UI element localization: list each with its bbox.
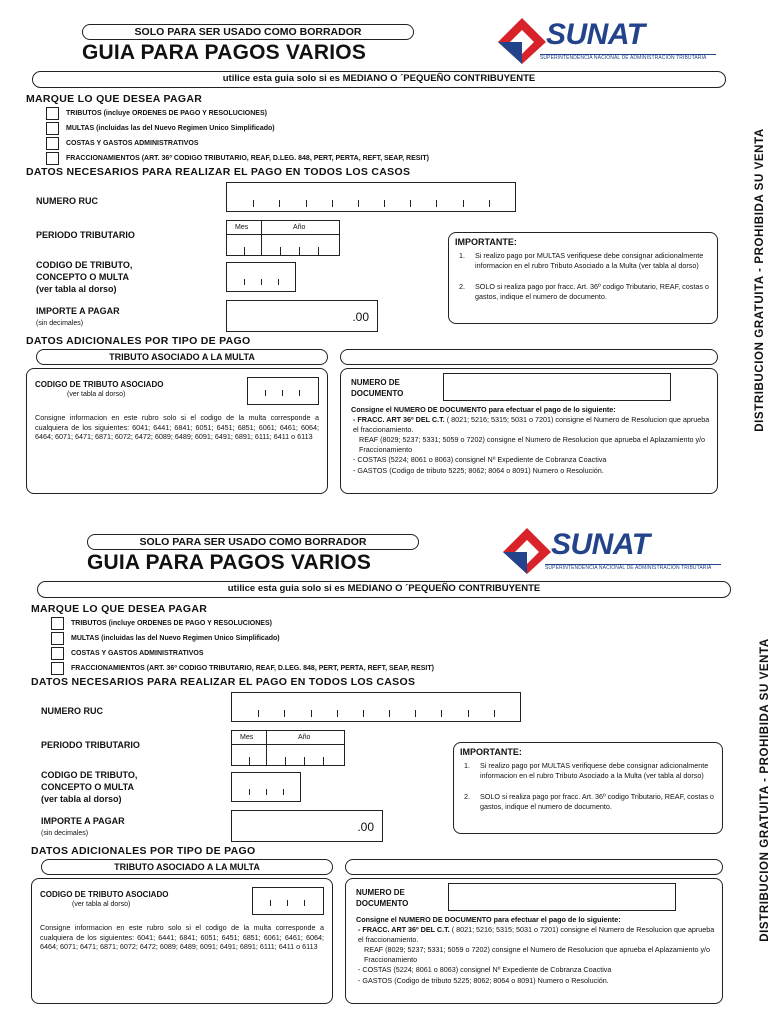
documento-header bbox=[345, 859, 723, 875]
gastos-text: - GASTOS (Codigo de tributo 5225; 8062; 8064 o 8091) Numero o Resolución. bbox=[353, 466, 604, 475]
fracc-label: - FRACC. ART 36º DEL C.T. bbox=[353, 415, 445, 424]
option-multas: MULTAS (incluidas las del Nuevo Regimen Unico Simplificado) bbox=[66, 125, 275, 132]
periodo-divider bbox=[266, 731, 267, 765]
importante-title: IMPORTANTE: bbox=[460, 747, 522, 757]
ruc-digit-tick bbox=[410, 200, 411, 207]
logo-text: SUNAT bbox=[551, 528, 650, 561]
periodo-tick bbox=[299, 247, 300, 255]
option-costas: COSTAS Y GASTOS ADMINISTRATIVOS bbox=[71, 650, 204, 657]
importante-1-text: Si realizo pago por MULTAS verifiquese debe consignar adicionalmente informacion en el rubro Tributo Asociado a la Multa (ver tabla al dorso) bbox=[475, 251, 704, 270]
logo-subtitle: SUPERINTENDENCIA NACIONAL DE ADMINISTRACIÓN TRIBUTARIA bbox=[545, 564, 721, 571]
side-notice-text: DISTRIBUCION GRATUITA - PROHIBIDA SU VENTA bbox=[759, 638, 771, 942]
ruc-digit-tick bbox=[468, 710, 469, 717]
codigo-tick bbox=[249, 789, 250, 795]
codigo-label: CODIGO DE TRIBUTO, bbox=[41, 770, 138, 780]
ver-tabla-asociado-label: (ver tabla al dorso) bbox=[72, 901, 131, 908]
tributo-asociado-header-text: TRIBUTO ASOCIADO A LA MULTA bbox=[114, 862, 260, 872]
ruc-digit-tick bbox=[415, 710, 416, 717]
anio-label: Año bbox=[298, 734, 311, 741]
costas-text: - COSTAS (5224; 8061 o 8063) consignel Nº Expediente de Cobranza Coactiva bbox=[358, 965, 612, 974]
documento-box bbox=[345, 878, 723, 1004]
checkbox-tributos[interactable] bbox=[51, 617, 64, 630]
adicionales-heading: DATOS ADICIONALES POR TIPO DE PAGO bbox=[31, 845, 256, 857]
logo-subtitle: SUPERINTENDENCIA NACIONAL DE ADMINISTRACIÓN TRIBUTARIA bbox=[540, 54, 716, 61]
gastos-text: - GASTOS (Codigo de tributo 5225; 8062; 8064 o 8091) Numero o Resolución. bbox=[358, 976, 609, 985]
consigne-text: Consigne informacion en este rubro solo si el codigo de la multa corresponde a cualquiera de los siguientes: 6041; 6441; 6841; 6051; 6451; 6851; 6061; 6461; 6064; 6464; 6071; 6471; 6871; 6072; 6472; 6089; 6489; 6091; 6491; 6891; 6111; 6411 o 6113 bbox=[35, 413, 319, 441]
documento-header bbox=[340, 349, 718, 365]
costas-text: - COSTAS (5224; 8061 o 8063) consignel Nº Expediente de Cobranza Coactiva bbox=[353, 455, 607, 464]
numero-doc-label: NUMERO DE bbox=[356, 888, 405, 897]
datos-heading: DATOS NECESARIOS PARA REALIZAR EL PAGO EN TODOS LOS CASOS bbox=[31, 676, 416, 688]
ruc-digit-tick bbox=[306, 200, 307, 207]
ruc-digit-tick bbox=[358, 200, 359, 207]
checkbox-tributos[interactable] bbox=[46, 107, 59, 120]
codigo-input[interactable] bbox=[231, 772, 301, 802]
side-notice bbox=[753, 570, 777, 1010]
fracc-label: - FRACC. ART 36º DEL C.T. bbox=[358, 925, 450, 934]
importante-2-text: SOLO si realiza pago por fracc. Art. 36º codigo Tributario, REAF, costas o gastos, indique el numero de documento. bbox=[480, 792, 714, 811]
side-notice-text: DISTRIBUCION GRATUITA - PROHIBIDA SU VENTA bbox=[754, 128, 766, 432]
mes-label: Mes bbox=[240, 734, 254, 741]
mes-label: Mes bbox=[235, 224, 249, 231]
option-costas: COSTAS Y GASTOS ADMINISTRATIVOS bbox=[66, 140, 199, 147]
documento-input[interactable] bbox=[448, 883, 676, 911]
ruc-digit-tick bbox=[311, 710, 312, 717]
ver-tabla-asociado-label: (ver tabla al dorso) bbox=[67, 391, 126, 398]
importante-2-number: 2. bbox=[464, 792, 470, 801]
checkbox-multas[interactable] bbox=[46, 122, 59, 135]
importante-1-text: Si realizo pago por MULTAS verifiquese debe consignar adicionalmente informacion en el rubro Tributo Asociado a la Multa (ver tabla al dorso) bbox=[480, 761, 709, 780]
asociado-tick bbox=[299, 390, 300, 396]
checkbox-fraccionamientos[interactable] bbox=[51, 662, 64, 675]
utilice-text: utilice esta guia solo si es MEDIANO O ´PEQUEÑO CONTRIBUYENTE bbox=[222, 73, 536, 84]
payment-guide-form bbox=[0, 0, 766, 500]
consigne-doc-text: Consigne el NUMERO DE DOCUMENTO para efectuar el pago de lo siguiente: bbox=[351, 405, 616, 414]
importante-box bbox=[448, 232, 718, 324]
fracc-text: ( 8021; 5216; 5315; 5031 o 7201) consigne el Numero de Resolucion que aprueba el fraccionamiento. bbox=[358, 925, 715, 944]
codigo-tick bbox=[244, 279, 245, 285]
option-tributos: TRIBUTOS (incluye ORDENES DE PAGO Y RESOLUCIONES) bbox=[71, 620, 272, 627]
ruc-digit-tick bbox=[253, 200, 254, 207]
anio-label: Año bbox=[293, 224, 306, 231]
importe-value: .00 bbox=[357, 820, 374, 834]
draft-banner-text: SOLO PARA SER USADO COMO BORRADOR bbox=[139, 536, 367, 548]
concepto-label: CONCEPTO O MULTA bbox=[41, 782, 134, 792]
importe-input[interactable] bbox=[231, 810, 383, 842]
codigo-tick bbox=[278, 279, 279, 285]
codigo-asociado-input[interactable] bbox=[247, 377, 319, 405]
marque-heading: MARQUE LO QUE DESEA PAGAR bbox=[31, 603, 208, 615]
ruc-digit-tick bbox=[332, 200, 333, 207]
numero-doc-label: NUMERO DE bbox=[351, 378, 400, 387]
periodo-label: PERIODO TRIBUTARIO bbox=[36, 230, 135, 240]
ruc-digit-tick bbox=[463, 200, 464, 207]
tributo-asociado-header-text: TRIBUTO ASOCIADO A LA MULTA bbox=[109, 352, 255, 362]
ruc-digit-tick bbox=[337, 710, 338, 717]
codigo-label: CODIGO DE TRIBUTO, bbox=[36, 260, 133, 270]
ruc-digit-tick bbox=[441, 710, 442, 717]
marque-heading: MARQUE LO QUE DESEA PAGAR bbox=[26, 93, 203, 105]
asociado-tick bbox=[265, 390, 266, 396]
periodo-tick bbox=[249, 757, 250, 765]
option-fraccionamientos: FRACCIONAMIENTOS (ART. 36º CODIGO TRIBUTARIO, REAF, D.LEG. 848, PERT, PERTA, REFT, SEAP, RESIT) bbox=[66, 155, 429, 162]
ruc-digit-tick bbox=[494, 710, 495, 717]
form-title: GUIA PARA PAGOS VARIOS bbox=[87, 551, 372, 574]
tributo-asociado-header bbox=[36, 349, 328, 365]
periodo-tick bbox=[323, 757, 324, 765]
documento-input[interactable] bbox=[443, 373, 671, 401]
utilice-banner bbox=[37, 581, 731, 598]
ruc-digit-tick bbox=[436, 200, 437, 207]
utilice-banner bbox=[32, 71, 726, 88]
importe-input[interactable] bbox=[226, 300, 378, 332]
importe-value: .00 bbox=[352, 310, 369, 324]
datos-heading: DATOS NECESARIOS PARA REALIZAR EL PAGO EN TODOS LOS CASOS bbox=[26, 166, 411, 178]
fracc-line bbox=[353, 415, 711, 434]
importe-label: IMPORTE A PAGAR bbox=[36, 306, 120, 316]
asociado-tick bbox=[304, 900, 305, 906]
utilice-text: utilice esta guia solo si es MEDIANO O ´PEQUEÑO CONTRIBUYENTE bbox=[227, 583, 541, 594]
codigo-input[interactable] bbox=[226, 262, 296, 292]
consigne-doc-text: Consigne el NUMERO DE DOCUMENTO para efectuar el pago de lo siguiente: bbox=[356, 915, 621, 924]
ruc-digit-tick bbox=[258, 710, 259, 717]
sin-decimales-label: (sin decimales) bbox=[36, 320, 84, 327]
ruc-digit-tick bbox=[389, 710, 390, 717]
fracc-text: ( 8021; 5216; 5315; 5031 o 7201) consigne el Numero de Resolucion que aprueba el fraccionamiento. bbox=[353, 415, 710, 434]
importe-label: IMPORTE A PAGAR bbox=[41, 816, 125, 826]
periodo-label: PERIODO TRIBUTARIO bbox=[41, 740, 140, 750]
tributo-asociado-box bbox=[31, 878, 333, 1004]
ruc-label: NUMERO RUC bbox=[36, 196, 98, 206]
tributo-asociado-header bbox=[41, 859, 333, 875]
codigo-tick bbox=[261, 279, 262, 285]
ruc-label: NUMERO RUC bbox=[41, 706, 103, 716]
asociado-tick bbox=[287, 900, 288, 906]
tributo-asociado-box bbox=[26, 368, 328, 494]
codigo-tick bbox=[283, 789, 284, 795]
documento-box bbox=[340, 368, 718, 494]
adicionales-heading: DATOS ADICIONALES POR TIPO DE PAGO bbox=[26, 335, 251, 347]
reaf-text: REAF (8029; 5237; 5331; 5059 o 7202) consigne el Numero de Resolucion que aprueba el Aplazamiento y/o Fraccionamiento bbox=[359, 435, 706, 454]
importante-2-text: SOLO si realiza pago por fracc. Art. 36º codigo Tributario, REAF, costas o gastos, indique el numero de documento. bbox=[475, 282, 709, 301]
option-tributos: TRIBUTOS (incluye ORDENES DE PAGO Y RESOLUCIONES) bbox=[66, 110, 267, 117]
importante-box bbox=[453, 742, 723, 834]
periodo-tick bbox=[280, 247, 281, 255]
ruc-input[interactable] bbox=[231, 692, 521, 722]
periodo-input[interactable] bbox=[231, 730, 345, 766]
ruc-digit-tick bbox=[363, 710, 364, 717]
asociado-tick bbox=[282, 390, 283, 396]
logo-text: SUNAT bbox=[546, 18, 645, 51]
checkbox-multas[interactable] bbox=[51, 632, 64, 645]
documento-label: DOCUMENTO bbox=[351, 389, 404, 398]
ruc-input[interactable] bbox=[226, 182, 516, 212]
documento-label: DOCUMENTO bbox=[356, 899, 409, 908]
payment-guide-form bbox=[5, 510, 771, 1010]
checkbox-costas[interactable] bbox=[51, 647, 64, 660]
codigo-asociado-label: CODIGO DE TRIBUTO ASOCIADO bbox=[40, 890, 169, 899]
ruc-digit-tick bbox=[384, 200, 385, 207]
form-title: GUIA PARA PAGOS VARIOS bbox=[82, 41, 367, 64]
codigo-asociado-label: CODIGO DE TRIBUTO ASOCIADO bbox=[35, 380, 164, 389]
ver-tabla-label: (ver tabla al dorso) bbox=[36, 284, 117, 294]
draft-banner-text: SOLO PARA SER USADO COMO BORRADOR bbox=[134, 26, 362, 38]
draft-banner bbox=[82, 24, 414, 40]
reaf-text: REAF (8029; 5237; 5331; 5059 o 7202) consigne el Numero de Resolucion que aprueba el Aplazamiento y/o Fraccionamiento bbox=[364, 945, 711, 964]
checkbox-fraccionamientos[interactable] bbox=[46, 152, 59, 165]
ruc-digit-tick bbox=[489, 200, 490, 207]
periodo-input[interactable] bbox=[226, 220, 340, 256]
sunat-logo bbox=[501, 524, 731, 576]
periodo-tick bbox=[318, 247, 319, 255]
fracc-line bbox=[358, 925, 716, 944]
periodo-tick bbox=[244, 247, 245, 255]
concepto-label: CONCEPTO O MULTA bbox=[36, 272, 129, 282]
consigne-text: Consigne informacion en este rubro solo si el codigo de la multa corresponde a cualquiera de los siguientes: 6041; 6441; 6841; 6051; 6451; 6851; 6061; 6461; 6064; 6464; 6071; 6471; 6871; 6072; 6472; 6089; 6489; 6091; 6491; 6891; 6111; 6411 o 6113 bbox=[40, 923, 324, 951]
option-multas: MULTAS (incluidas las del Nuevo Regimen Unico Simplificado) bbox=[71, 635, 280, 642]
checkbox-costas[interactable] bbox=[46, 137, 59, 150]
importante-title: IMPORTANTE: bbox=[455, 237, 517, 247]
periodo-tick bbox=[304, 757, 305, 765]
importante-1-number: 1. bbox=[459, 251, 465, 260]
periodo-divider bbox=[261, 221, 262, 255]
option-fraccionamientos: FRACCIONAMIENTOS (ART. 36º CODIGO TRIBUTARIO, REAF, D.LEG. 848, PERT, PERTA, REFT, SEAP, RESIT) bbox=[71, 665, 434, 672]
sunat-logo bbox=[496, 14, 726, 66]
sin-decimales-label: (sin decimales) bbox=[41, 830, 89, 837]
codigo-tick bbox=[266, 789, 267, 795]
side-notice bbox=[748, 60, 772, 500]
ver-tabla-label: (ver tabla al dorso) bbox=[41, 794, 122, 804]
ruc-digit-tick bbox=[279, 200, 280, 207]
importante-1-number: 1. bbox=[464, 761, 470, 770]
codigo-asociado-input[interactable] bbox=[252, 887, 324, 915]
draft-banner bbox=[87, 534, 419, 550]
ruc-digit-tick bbox=[284, 710, 285, 717]
periodo-tick bbox=[285, 757, 286, 765]
importante-2-number: 2. bbox=[459, 282, 465, 291]
asociado-tick bbox=[270, 900, 271, 906]
